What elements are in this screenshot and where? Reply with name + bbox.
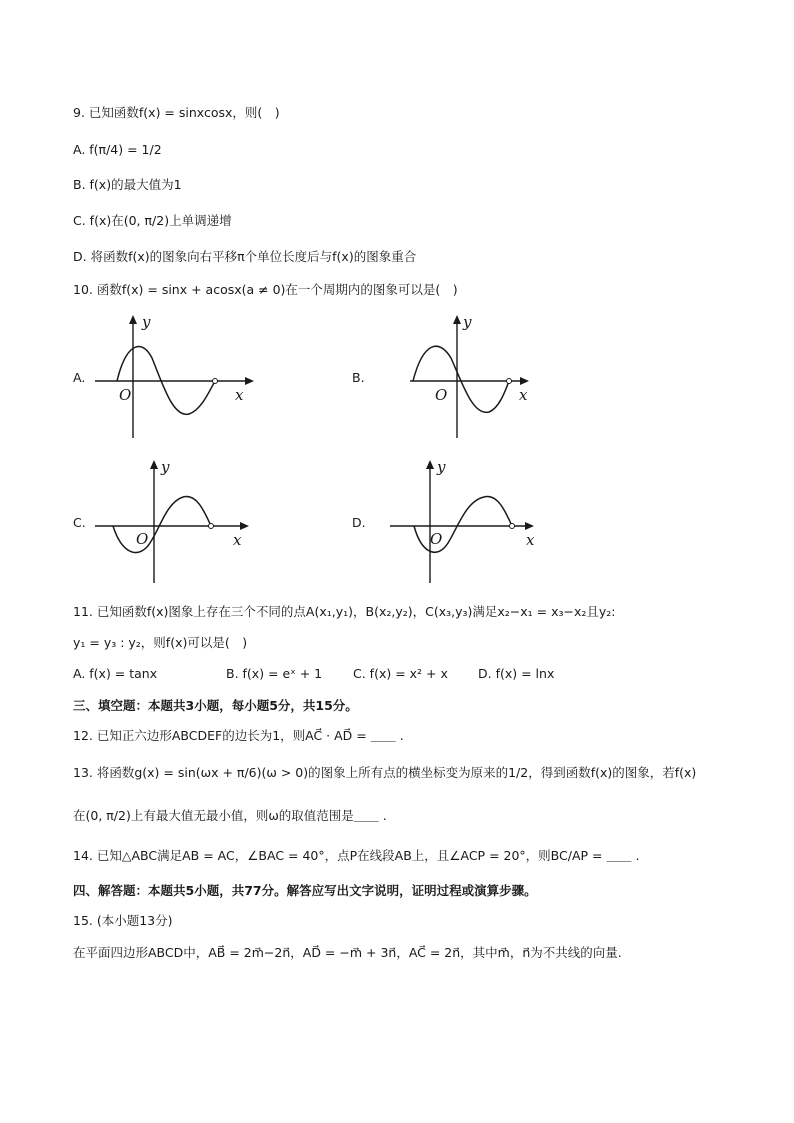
graph-a-label: A. (73, 370, 86, 385)
graph-b-origin: O (435, 386, 448, 404)
q13-line2: 在(0, π/2)上有最大值无最小值，则ω的取值范围是＿＿ . (73, 808, 387, 823)
graph-d-origin: O (430, 530, 443, 548)
q11-stem-line2: y₁ = y₃ : y₂，则f(x)可以是( ) (73, 635, 248, 650)
graph-d-y-label: y (437, 458, 446, 476)
graph-c-x-label: x (233, 531, 242, 549)
graph-b (405, 310, 545, 440)
graph-d-x-label: x (526, 531, 535, 549)
graph-d (390, 455, 550, 585)
graph-c-origin: O (136, 530, 149, 548)
q11-stem-line1: 11. 已知函数f(x)图象上存在三个不同的点A(x₁,y₁)，B(x₂,y₂)，C(x₃,y₃)满足x₂−x₁ = x₃−x₂且y₂: (73, 604, 616, 619)
graph-a-x-label: x (235, 386, 244, 404)
q15-title: 15. (本小题13分) (73, 913, 173, 928)
graph-a-origin: O (119, 386, 132, 404)
q9-option-a: A. f(π/4) = 1/2 (73, 142, 162, 157)
section-3-heading: 三、填空题：本题共3小题，每小题5分，共15分。 (73, 698, 358, 713)
graph-a-y-label: y (142, 313, 151, 331)
graph-c-y-label: y (161, 458, 170, 476)
graph-d-label: D. (352, 515, 366, 530)
q11-option-c: C. f(x) = x² + x (353, 666, 448, 681)
q9-option-b: B. f(x)的最大值为1 (73, 177, 182, 192)
q11-option-d: D. f(x) = lnx (478, 666, 555, 681)
graph-c (95, 455, 265, 585)
graph-b-x-label: x (519, 386, 528, 404)
q10-stem: 10. 函数f(x) = sinx + acosx(a ≠ 0)在一个周期内的图象可以是( ) (73, 282, 458, 297)
graph-b-y-label: y (463, 313, 472, 331)
q12: 12. 已知正六边形ABCDEF的边长为1，则AC⃗ · AD⃗ = ＿＿ . (73, 728, 404, 743)
q9-option-d: D. 将函数f(x)的图象向右平移π个单位长度后与f(x)的图象重合 (73, 249, 417, 264)
graph-b-label: B. (352, 370, 365, 385)
q14: 14. 已知△ABC满足AB = AC，∠BAC = 40°，点P在线段AB上，且∠ACP = 20°，则BC/AP = ＿＿ . (73, 848, 640, 863)
section-4-heading: 四、解答题：本题共5小题，共77分。解答应写出文字说明，证明过程或演算步骤。 (73, 883, 537, 898)
graph-c-label: C. (73, 515, 86, 530)
q13-line1: 13. 将函数g(x) = sin(ωx + π/6)(ω > 0)的图象上所有点的横坐标变为原来的1/2，得到函数f(x)的图象，若f(x) (73, 765, 697, 780)
graph-a (95, 310, 265, 440)
q11-option-a: A. f(x) = tanx (73, 666, 158, 681)
q9-stem: 9. 已知函数f(x) = sinxcosx，则( ) (73, 105, 280, 120)
q11-option-b: B. f(x) = eˣ + 1 (226, 666, 323, 681)
q15-body: 在平面四边形ABCD中，AB⃗ = 2m⃗−2n⃗，AD⃗ = −m⃗ + 3n⃗，AC⃗ = 2n⃗，其中m⃗，n⃗为不共线的向量. (73, 945, 622, 960)
q9-option-c: C. f(x)在(0, π/2)上单调递增 (73, 213, 232, 228)
